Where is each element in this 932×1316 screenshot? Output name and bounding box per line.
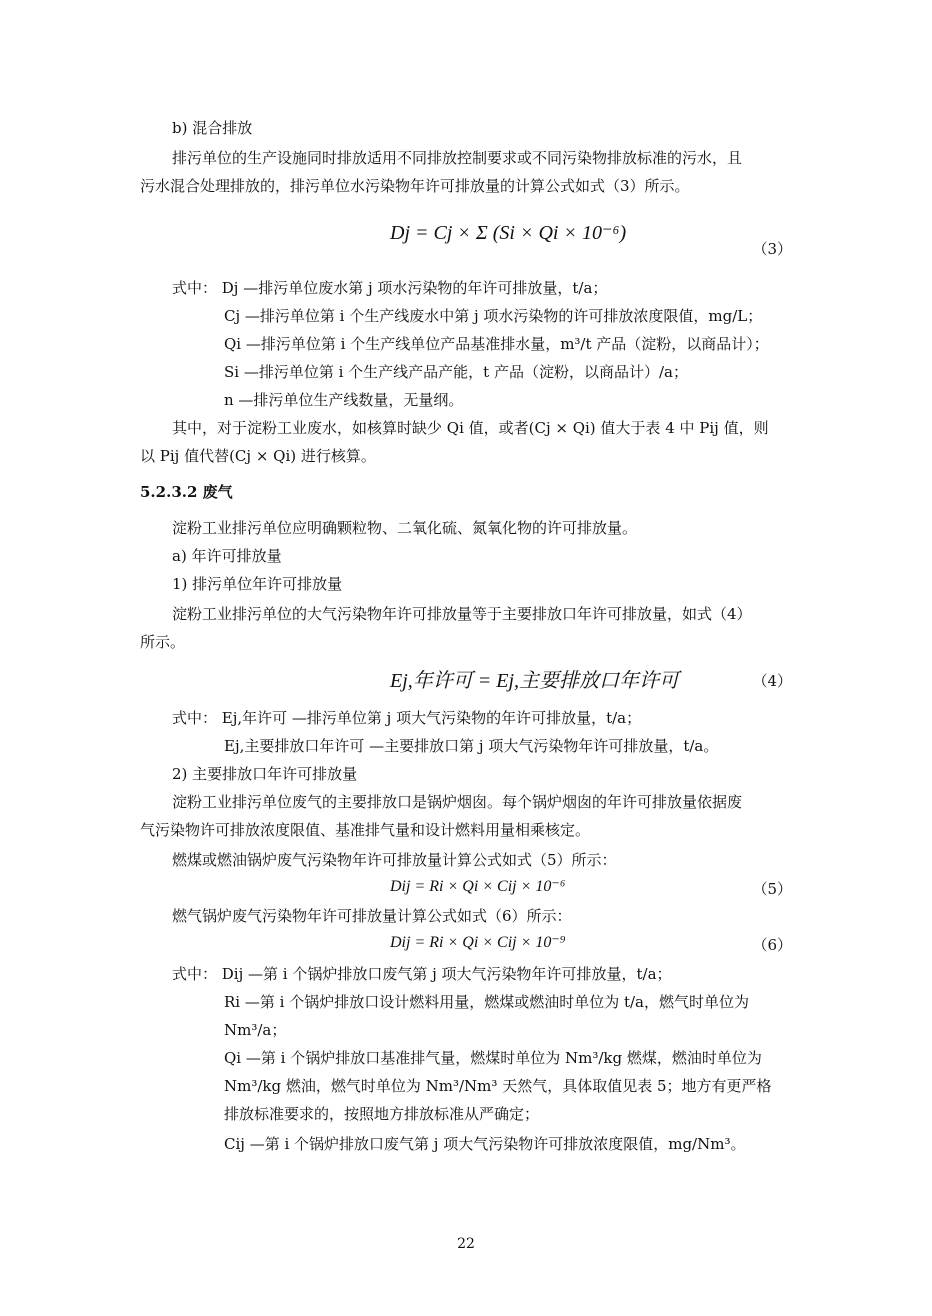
equation-3: Dj = Cj × Σ (Si × Qi × 10⁻⁶) xyxy=(390,222,627,244)
definition-line: Cij —第 i 个锅炉排放口废气第 j 项大气污染物许可排放浓度限值，mg/Nm³。 xyxy=(224,1135,746,1153)
page-number: 22 xyxy=(457,1236,475,1252)
definition-line: Nm³/a； xyxy=(224,1021,287,1039)
paragraph-line: 污水混合处理排放的，排污单位水污染物年许可排放量的计算公式如式（3）所示。 xyxy=(140,177,690,195)
definition-line: Si —排污单位第 i 个生产线产品产能，t 产品（淀粉，以商品计）/a； xyxy=(224,363,688,381)
equation-number: （5） xyxy=(752,880,792,898)
definition-line: Cj —排污单位第 i 个生产线废水中第 j 项水污染物的许可排放浓度限值，mg/L； xyxy=(224,307,763,325)
subsection-label-mixed: b) 混合排放 xyxy=(172,119,253,137)
paragraph-line: 以 Pij 值代替(Cj × Qi) 进行核算。 xyxy=(140,447,376,465)
paragraph-line: 燃气锅炉废气污染物年许可排放量计算公式如式（6）所示： xyxy=(172,907,572,925)
definition-line: Ri —第 i 个锅炉排放口设计燃料用量，燃煤或燃油时单位为 t/a，燃气时单位为 xyxy=(224,993,749,1011)
paragraph-line: 气污染物许可排放浓度限值、基准排气量和设计燃料用量相乘核定。 xyxy=(140,821,591,839)
equation-number: （6） xyxy=(752,936,792,954)
paragraph-line: 燃煤或燃油锅炉废气污染物年许可排放量计算公式如式（5）所示： xyxy=(172,851,617,869)
equation-6: Dij = Ri × Qi × Cij × 10⁻⁹ xyxy=(390,934,566,951)
definition-line: Ej,主要排放口年许可 —主要排放口第 j 项大气污染物年许可排放量，t/a。 xyxy=(224,737,719,755)
subsection-label: 1) 排污单位年许可排放量 xyxy=(172,575,343,593)
definition-line: n —排污单位生产线数量，无量纲。 xyxy=(224,391,464,409)
paragraph-line: 淀粉工业排污单位应明确颗粒物、二氧化硫、氮氧化物的许可排放量。 xyxy=(172,519,638,537)
equation-number: （4） xyxy=(752,672,792,690)
paragraph-line: 所示。 xyxy=(140,633,186,651)
equation-4: Ej,年许可 = Ej,主要排放口年许可 xyxy=(390,670,680,692)
paragraph-line: 淀粉工业排污单位废气的主要排放口是锅炉烟囱。每个锅炉烟囱的年许可排放量依据废 xyxy=(172,793,743,811)
paragraph-line: 排污单位的生产设施同时排放适用不同排放控制要求或不同污染物排放标准的污水，且 xyxy=(172,149,743,167)
section-heading: 5.2.3.2 废气 xyxy=(140,483,233,501)
subsection-label: 2) 主要排放口年许可排放量 xyxy=(172,765,358,783)
paragraph-line: 淀粉工业排污单位的大气污染物年许可排放量等于主要排放口年许可排放量，如式（4） xyxy=(172,605,752,623)
definition-line: Qi —第 i 个锅炉排放口基准排气量，燃煤时单位为 Nm³/kg 燃煤，燃油时单位为 xyxy=(224,1049,762,1067)
definition-line: 式中： Ej,年许可 —排污单位第 j 项大气污染物的年许可排放量，t/a； xyxy=(172,709,642,727)
paragraph-line: 其中，对于淀粉工业废水，如核算时缺少 Qi 值，或者(Cj × Qi) 值大于表 4 中 Pij 值，则 xyxy=(172,419,769,437)
definition-line: 排放标准要求的，按照地方排放标准从严确定； xyxy=(224,1105,540,1123)
definition-line: Qi —排污单位第 i 个生产线单位产品基准排水量，m³/t 产品（淀粉，以商品计）； xyxy=(224,335,769,353)
equation-5: Dij = Ri × Qi × Cij × 10⁻⁶ xyxy=(390,878,566,895)
definition-line: 式中： Dij —第 i 个锅炉排放口废气第 j 项大气污染物年许可排放量，t/a； xyxy=(172,965,672,983)
equation-number: （3） xyxy=(752,240,792,258)
definition-line: Nm³/kg 燃油，燃气时单位为 Nm³/Nm³ 天然气，具体取值见表 5；地方有更严格 xyxy=(224,1077,772,1095)
subsection-label: a) 年许可排放量 xyxy=(172,547,282,565)
definition-line: 式中： Dj —排污单位废水第 j 项水污染物的年许可排放量，t/a； xyxy=(172,279,608,297)
